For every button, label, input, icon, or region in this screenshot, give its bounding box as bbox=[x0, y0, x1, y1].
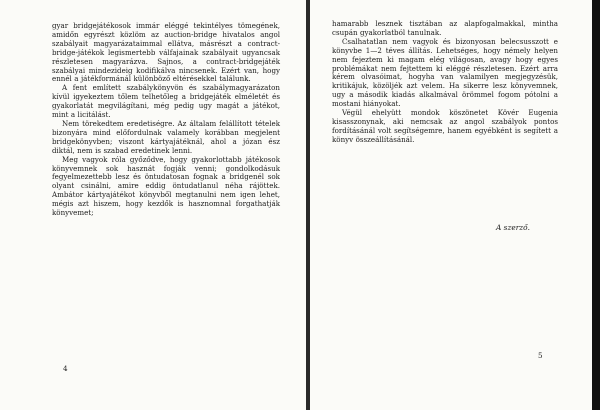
page-number-right: 5 bbox=[538, 351, 543, 360]
page-number-left: 4 bbox=[63, 364, 68, 373]
right-paragraph: hamarabb lesznek tisztában az alapfogalmakkal, mintha csupán gyakorlatból tanulnak. bbox=[332, 19, 558, 37]
right-page bbox=[310, 0, 592, 410]
right-paragraph: Végül ehelyütt mondok köszönetet Kövér Eugenia kisasszonynak, aki nemcsak az angol szabályok pontos fordításánál volt segítségemre, hanem egyébként is segített a könyv összeállításánál. bbox=[332, 108, 558, 144]
left-paragraph: gyar bridgejátékosok immár eléggé tekintélyes tömegének, amidőn egyrészt közlöm az auction-bridge hivatalos angol szabályait magyarázataimmal ellátva, másrészt a contract-bridge-játékok legismertebb válfajainak szabályait ugyancsak részletesen magyarázva. Sajnos, a contract-bridgejáték szabályai mindezideig kodifikálva nincsenek. Ezért van, hogy ennél a játékformánál különböző eltérésekkel találunk. bbox=[52, 21, 280, 84]
left-paragraph: Nem törekedtem eredetiségre. Az általam felállított tételek bizonyára mind előfordulnak valamely korábban megjelent bridgekönyvben; viszont kártyajátéknál, ahol a józan ész diktál, nem is szabad eredetinek lenni. bbox=[52, 118, 280, 155]
page-edge bbox=[592, 0, 600, 410]
left-paragraph: Meg vagyok róla győződve, hogy gyakorlottabb játékosok könyvemnek sok hasznát fogják venni; gondolkodásuk fegyelmezettebb lesz és öntudatosan fognak a bridgenél sok olyant csinálni, amire eddig öntudatlanul néha rájöttek. Ambátor kártyajátékot könyvből megtanulni nem igen lehet, mégis azt hiszem, hogy kezdők is hasznomnal forgathatják könyvemet; bbox=[52, 154, 280, 218]
left-paragraph: A fent említett szabálykönyvön és szabálymagyarázaton kívül igyekeztem tőlem telhetőleg a bridgejáték elméletét és gyakorlatát megvilágítani, még pedig ugy magát a játékot, mint a licitálást. bbox=[52, 83, 280, 120]
left-page-text bbox=[52, 22, 280, 218]
author-signature: A szerző. bbox=[496, 223, 530, 232]
right-page-text bbox=[332, 20, 558, 145]
right-paragraph: Csalhatatlan nem vagyok és bizonyosan belecsusszott e könyvbe 1—2 téves állítás. Lehetséges, hogy némely helyen nem fejeztem ki magam elég világosan, avagy hogy egyes problémákat nem fejtettem ki eléggé részletesen. Ezért arra kérem olvasóimat, hogyha van valamilyen megjegyzésük, kritikájuk, közöljék azt velem. Ha sikerre lesz könyvemnek, ugy a második kiadás alkalmával örömmel fogom pótolni a mostani hiányokat. bbox=[332, 36, 558, 109]
